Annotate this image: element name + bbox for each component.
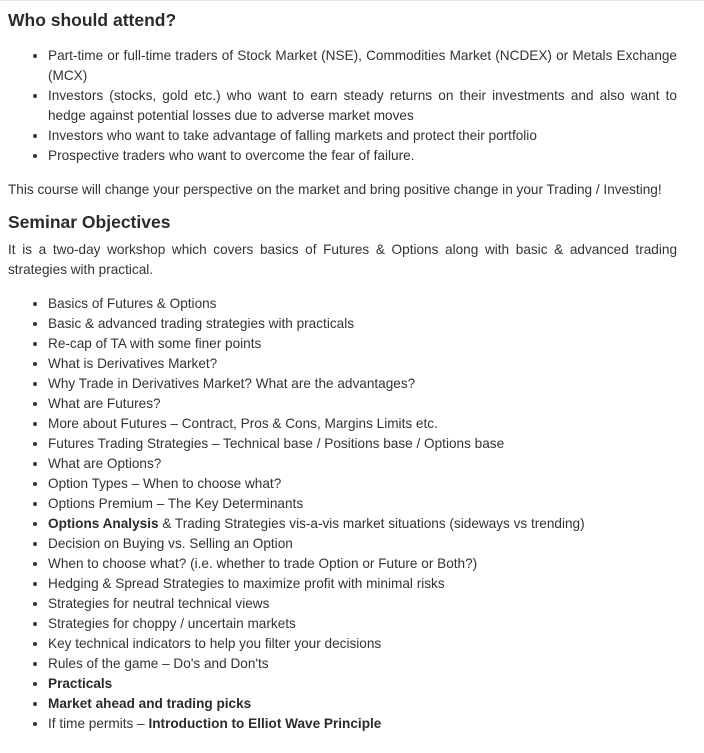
course-paragraph: This course will change your perspective on the market and bring positive change in your Trading / Investing!: [8, 182, 662, 197]
objective-item: • Futures Trading Strategies – Technical base / Positions base / Options base: [48, 434, 677, 454]
objective-item: • What is Derivatives Market?: [48, 354, 677, 374]
objective-item-practicals: [48, 674, 677, 694]
objective-item: • Option Types – When to choose what?: [48, 474, 677, 494]
objective-item: • Decision on Buying vs. Selling an Option: [48, 534, 677, 554]
options-analysis-rest: & Trading Strategies vis-a-vis market situations (sideways vs trending): [158, 516, 585, 531]
attend-item: • Prospective traders who want to overcome the fear of failure.: [48, 146, 677, 166]
objectives-paragraph: It is a two-day workshop which covers basics of Futures & Options along with basic & advanced trading strategies with practical.: [8, 242, 677, 277]
objective-item: • Key technical indicators to help you filter your decisions: [48, 634, 677, 654]
objective-item: • What are Options?: [48, 454, 677, 474]
objective-item: • Re-cap of TA with some finer points: [48, 334, 677, 354]
practicals-bold: Practicals: [48, 676, 113, 691]
objective-item: • Strategies for neutral technical views: [48, 594, 677, 614]
attend-item: • Part-time or full-time traders of Stock Market (NSE), Commodities Market (NCDEX) or Metals Exchange (MCX): [48, 46, 677, 86]
objective-item-market-ahead: [48, 694, 677, 714]
objective-item: • Rules of the game – Do's and Don'ts: [48, 654, 677, 674]
elliot-wave-bold: Introduction to Elliot Wave Principle: [148, 716, 382, 731]
objective-item: • What are Futures?: [48, 394, 677, 414]
who-should-attend-heading: Who should attend?: [8, 10, 177, 30]
objective-item: • Options Premium – The Key Determinants: [48, 494, 677, 514]
attend-item: • Investors who want to take advantage of falling markets and protect their portfolio: [48, 126, 677, 146]
objective-item: • Hedging & Spread Strategies to maximize profit with minimal risks: [48, 574, 677, 594]
elliot-wave-prefix: If time permits –: [48, 716, 149, 731]
objective-item-elliot-wave: [48, 714, 677, 734]
objectives-list: [8, 294, 677, 734]
objective-item-options-analysis: [48, 514, 677, 534]
attend-list: [8, 46, 677, 166]
market-ahead-bold: Market ahead and trading picks: [48, 696, 252, 711]
objective-item: • When to choose what? (i.e. whether to trade Option or Future or Both?): [48, 554, 677, 574]
objective-item: • More about Futures – Contract, Pros & Cons, Margins Limits etc.: [48, 414, 677, 434]
options-analysis-bold: Options Analysis: [48, 516, 159, 531]
seminar-objectives-heading: Seminar Objectives: [8, 212, 171, 232]
objective-item: • Basics of Futures & Options: [48, 294, 677, 314]
objective-item: • Strategies for choppy / uncertain markets: [48, 614, 677, 634]
objective-item: • Basic & advanced trading strategies with practicals: [48, 314, 677, 334]
attend-item: • Investors (stocks, gold etc.) who want to earn steady returns on their investments and also want to hedge against potential losses due to adverse market moves: [48, 86, 677, 126]
article-content: [8, 8, 677, 734]
objective-item: • Why Trade in Derivatives Market? What are the advantages?: [48, 374, 677, 394]
top-divider: [0, 0, 704, 1]
